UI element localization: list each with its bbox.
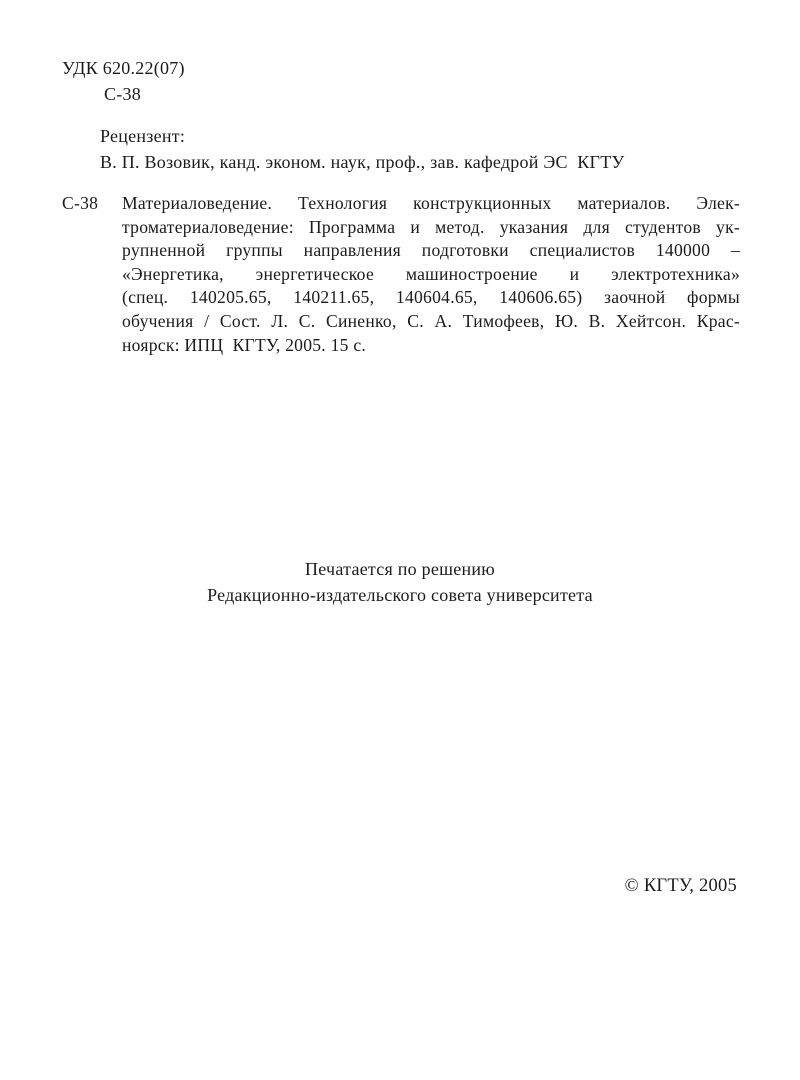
catalog-entry-line: обучения / Сост. Л. С. Синенко, С. А. Тимофеев, Ю. В. Хейтсон. Крас- [122,310,740,331]
catalog-entry-code: С-38 [62,193,99,213]
catalog-entry-line: (спец. 140205.65, 140211.65, 140604.65, 140606.65) заочной формы [122,287,740,308]
udk-author-code: С-38 [104,84,141,104]
printing-resolution-line2: Редакционно-издательского совета университета [207,584,593,605]
reviewer-block [100,123,624,175]
catalog-entry-line: «Энергетика, энергетическое машиностроение и электротехника» [122,263,740,284]
copyright-notice: © КГТУ, 2005 [624,876,737,896]
catalog-entry-line: Материаловедение. Технология конструкционных материалов. Элек- [122,193,740,213]
catalog-entry [62,192,740,357]
reviewer-label: Рецензент: [100,126,186,146]
catalog-entry-line: рупненной группы направления подготовки специалистов 140000 – [122,240,740,261]
udk-block [62,55,185,107]
reviewer-name: В. П. Возовик, канд. эконом. наук, проф., зав. кафедрой ЭС КГТУ [100,152,625,172]
catalog-entry-line: троматериаловедение: Программа и метод. указания для студентов ук- [122,216,740,237]
catalog-entry-text [122,192,740,357]
catalog-entry-line: ноярск: ИПЦ КГТУ, 2005. 15 с. [122,334,367,355]
printing-resolution-line1: Печатается по решению [305,559,495,579]
udk-classification: УДК 620.22(07) [62,58,185,78]
printing-resolution [0,557,800,608]
